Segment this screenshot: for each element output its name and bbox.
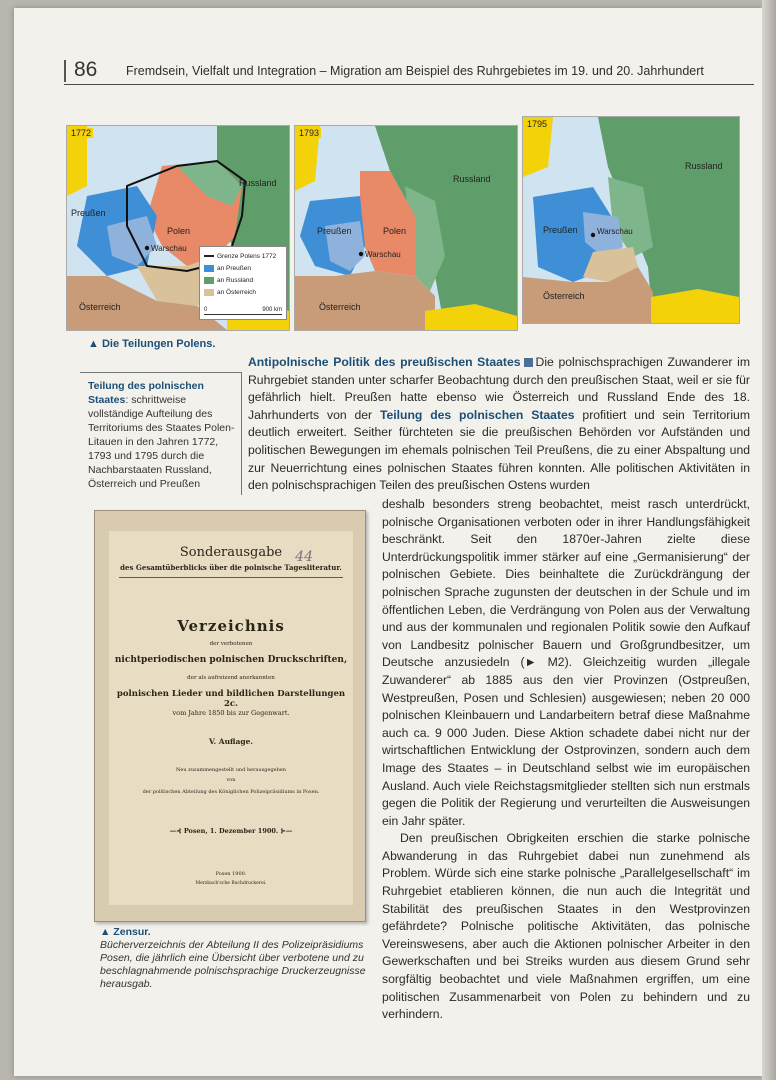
map-label-poland: Polen	[167, 226, 191, 236]
legend-label: an Österreich	[217, 288, 257, 296]
article-upper	[248, 354, 750, 495]
map-label-austria: Österreich	[543, 291, 585, 301]
legend-swatch	[204, 277, 214, 284]
book-cover	[109, 531, 353, 905]
book-line: von	[226, 777, 236, 783]
legend-item-border	[204, 250, 282, 262]
article-heading: Antipolnische Politik des preußischen Staates	[248, 355, 521, 369]
book-line: vom Jahre 1850 bis zur Gegenwart.	[172, 709, 290, 717]
margin-glossary-note	[80, 372, 242, 495]
map-label-austria: Österreich	[79, 302, 121, 312]
scale-start: 0	[204, 307, 208, 313]
page-edge	[762, 0, 776, 1080]
map-label-austria: Österreich	[319, 302, 361, 312]
map-1793	[294, 125, 518, 331]
section-marker-icon	[524, 358, 533, 367]
map-caption: ▲ Die Teilungen Polens.	[88, 338, 216, 350]
book-line: Merzbach'sche Buchdruckerei.	[195, 881, 267, 886]
page-header	[64, 58, 754, 85]
scale-end: 900 km	[262, 307, 282, 313]
map-legend	[199, 246, 287, 320]
book-page	[14, 8, 762, 1076]
map-label-warsaw: Warschau	[365, 250, 401, 259]
header-bar	[64, 60, 66, 82]
handwritten-number: 44	[295, 549, 313, 565]
legend-scale-bar	[204, 306, 282, 315]
map-label-russia: Russland	[685, 161, 723, 171]
map-label-warsaw: Warschau	[151, 244, 187, 253]
legend-item-prussia	[204, 262, 282, 274]
zensur-caption-text: Bücherverzeichnis der Abteilung II des Polizeipräsidiums Posen, die jährlich eine Übersicht über verbotene und zu beschlagnahmende polnischsprachige Druckerzeugnisse herausgab.	[100, 939, 366, 990]
book-line: Neu zusammengestellt und herausgegeben	[176, 767, 286, 773]
map-year-label: 1793	[299, 128, 320, 138]
legend-item-austria	[204, 286, 282, 298]
map-year-label: 1772	[71, 128, 92, 138]
page-number: 86	[74, 58, 98, 81]
book-line: polnischen Lieder und bildlichen Darstellungen 2c.	[116, 689, 346, 709]
article-text: Die polnischsprachigen Zuwanderer im Ruhrgebiet standen unter scharfer Beobachtung durch den preußischen Staat, weil er sie für gefährlich hielt. Preußen hatte ebenso wie Österreich und Russland Ende des 18. Jahrhunderts von der	[248, 355, 750, 422]
book-line: nichtperiodischen polnischen Druckschriften,	[114, 655, 348, 665]
map-label-prussia: Preußen	[71, 208, 106, 218]
book-rule	[119, 577, 343, 578]
book-line: der verbotenen	[209, 641, 253, 647]
book-line: des Gesamtüberblicks über die polnische Tagesliteratur.	[120, 563, 342, 572]
map-label-russia: Russland	[453, 174, 491, 184]
legend-label: an Preußen	[217, 264, 251, 272]
book-date: —⊰ Posen, 1. Dezember 1900. ⊱—	[169, 827, 293, 835]
map-label-warsaw: Warschau	[597, 227, 633, 236]
running-title: Fremdsein, Vielfalt und Integration – Migration am Beispiel des Ruhrgebietes im 19. und 20. Jahrhundert	[126, 64, 704, 78]
article-paragraph: deshalb besonders streng beobachtet, meist rasch unterdrückt, polnische Organisationen verboten oder in ihrer Handlungsfähigkeit beschränkt. Seit den 1870er-Jahren zielte diese Unterdrückungspolitik immer stärker auf eine „Germanisierung“ der polnischen Gebiete. Dies beinhaltete die Zurückdrängung der polnischen Sprache zugunsten der deutschen in der Schule und im öffentlichen Leben, die Verdrängung von Polen aus der Verwaltung und aus der kommunalen und regionalen Politik sowie den Aufkauf von Landbesitz polnischer Bauern und Großgrundbesitzer, um Deutsche anzusiedeln (► M2). Gleichzeitig wurden „illegale Zuwanderer“ ab 1885 aus den vier Provinzen (Ostpreußen, Westpreußen, Posen und Schlesien) ausgewiesen; neben 20 000 polnischen Kleinbauern und Landarbeitern betraf diese Maßnahme auch ca. 9 000 Juden. Diese Aktion schadete dabei nicht nur der wirtschaftlichen Entwicklung der Ostprovinzen, sondern auch dem Image des Staates – in Deutschland selbst wie im europäischen Ausland. Auch viele Reichstagsmitglieder stellten sich nun erstmals gegen die Politik der Regierung und verurteilten die Ausweisungen ein Jahr später.	[382, 497, 750, 828]
book-line: der als aufreizend anerkannten	[187, 675, 275, 681]
glossary-term: Teilung des polnischen Staates	[88, 380, 204, 406]
censorship-book-image	[94, 510, 366, 922]
book-line: der politischen Abteilung des Königlichen Polizeipräsidiums in Posen.	[142, 789, 320, 795]
map-1772	[66, 125, 290, 331]
map-label-prussia: Preußen	[317, 226, 352, 236]
article-text: profitiert und sein Territorium deutlich erweitert. Seither fürchteten sie die preußischen Behörden vor Aufständen und politischen Bewegungen im ehemals polnischen Teil Preußens, die zu einer Abspaltung und zur Neuerrichtung eines polnischen Staates führen konnten. Alle politischen Aktivitäten in den polnischsprachigen Teilen des preußischen Ostens wurden	[248, 407, 750, 493]
glossary-definition: : schrittweise vollständige Aufteilung des Territoriums des Staates Polen-Litauen in den Jahren 1772, 1793 und 1795 durch die Nachbarstaaten Russland, Österreich und Preußen	[88, 394, 235, 490]
map-label-poland: Polen	[383, 226, 407, 236]
map-year-label: 1795	[527, 119, 548, 129]
zensur-caption-title: ▲ Zensur.	[100, 926, 151, 938]
book-line: Posen 1900.	[215, 871, 247, 877]
article-lower	[382, 496, 750, 1024]
map-label-prussia: Preußen	[543, 225, 578, 235]
legend-item-russia	[204, 274, 282, 286]
legend-swatch	[204, 265, 214, 272]
legend-label: Grenze Polens 1772	[217, 252, 277, 260]
book-edition: V. Auflage.	[209, 737, 253, 746]
legend-label: an Russland	[217, 276, 254, 284]
article-term: Teilung des polnischen Staates	[379, 407, 575, 422]
book-title: Verzeichnis	[177, 617, 285, 635]
legend-swatch	[204, 255, 214, 257]
map-label-russia: Russland	[239, 178, 277, 188]
map-1795	[522, 116, 740, 324]
zensur-caption	[100, 926, 370, 991]
article-paragraph: Den preußischen Obrigkeiten erschien die starke polnische Abwanderung in das Ruhrgebiet dabei nun zunehmend als Problem. Würde sich eine starke polnische „Parallelgesellschaft“ im Ruhrgebiet etablieren können, die nun auch die Integrität und Stabilität des preußischen Staates in den Westprovinzen gefährdete? Polnische politische Aktivitäten, das polnische Vereinswesens, aber auch die Aktionen polnischer Arbeiter in den Gewerkschaften und bei Streiks wurden aus diesem Grund sehr sorgfältig beobachtet und viele Maßnahmen ergriffen, um eine politischen Zusammenarbeit von Polen zu behindern und zu verhindern.	[382, 831, 750, 1022]
book-line: Sonderausgabe	[179, 545, 283, 560]
legend-swatch	[204, 289, 214, 296]
